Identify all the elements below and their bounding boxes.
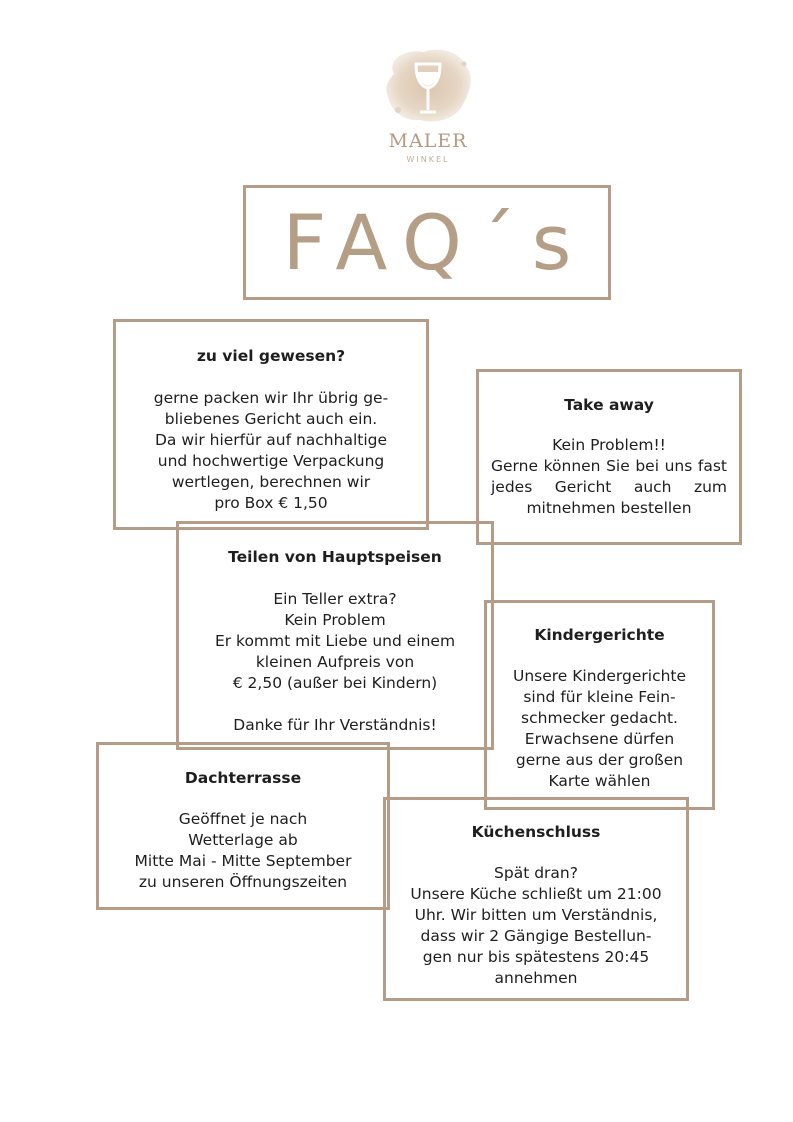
faq-body: Unsere Kindergerichte sind für kleine Fein- schmecker gedacht. Erwachsene dürfen gerne aus der großen Karte wählen bbox=[512, 667, 687, 790]
faq-heading: Kindergerichte bbox=[534, 626, 665, 644]
wine-glass-icon bbox=[376, 44, 480, 128]
faq-body: Ein Teller extra? Kein Problem Er kommt mit Liebe und einem kleinen Aufpreis von € 2,50 (außer bei Kindern) bbox=[214, 590, 456, 692]
faq-body: gerne packen wir Ihr übrig ge- bliebenes Gericht auch ein. Da wir hierfür auf nachhaltige und hochwertige Verpackung wertlegen, berechnen wir pro Box € 1,50 bbox=[153, 389, 389, 512]
title-frame bbox=[243, 185, 611, 300]
brand-logo bbox=[376, 44, 480, 174]
faq-heading: Küchenschluss bbox=[471, 823, 601, 841]
faq-body: Spät dran? Unsere Küche schließt um 21:00 Uhr. Wir bitten um Verständnis, dass wir 2 Gängige Bestellun- gen nur bis spätestens 20:45 annehmen bbox=[410, 864, 662, 987]
faq-heading: Teilen von Hauptspeisen bbox=[228, 548, 442, 566]
faq-card-kitchen-closing bbox=[383, 797, 689, 1001]
faq-heading: zu viel gewesen? bbox=[196, 347, 346, 365]
faq-body-closing: Danke für Ihr Verständnis! bbox=[233, 716, 437, 734]
brand-name: MALER bbox=[388, 130, 468, 152]
faq-heading: Dachterrasse bbox=[184, 769, 302, 787]
faq-card-kids bbox=[484, 600, 715, 810]
faq-card-take-away bbox=[476, 369, 742, 545]
faq-heading: Take away bbox=[564, 396, 654, 414]
faq-card-sharing bbox=[176, 521, 494, 750]
page-title: FAQ´s bbox=[282, 198, 588, 287]
faq-body-continued: Gerne können Sie bei uns fast jedes Gericht auch zum mitnehmen bestellen bbox=[491, 457, 727, 517]
faq-body: Kein Problem!! bbox=[552, 436, 666, 454]
brand-subname: WINKEL bbox=[406, 155, 450, 164]
faq-card-leftovers bbox=[113, 319, 429, 530]
faq-body: Geöffnet je nach Wetterlage ab Mitte Mai - Mitte September zu unseren Öffnungszeiten bbox=[134, 810, 352, 891]
faq-card-roof-terrace bbox=[96, 742, 390, 910]
